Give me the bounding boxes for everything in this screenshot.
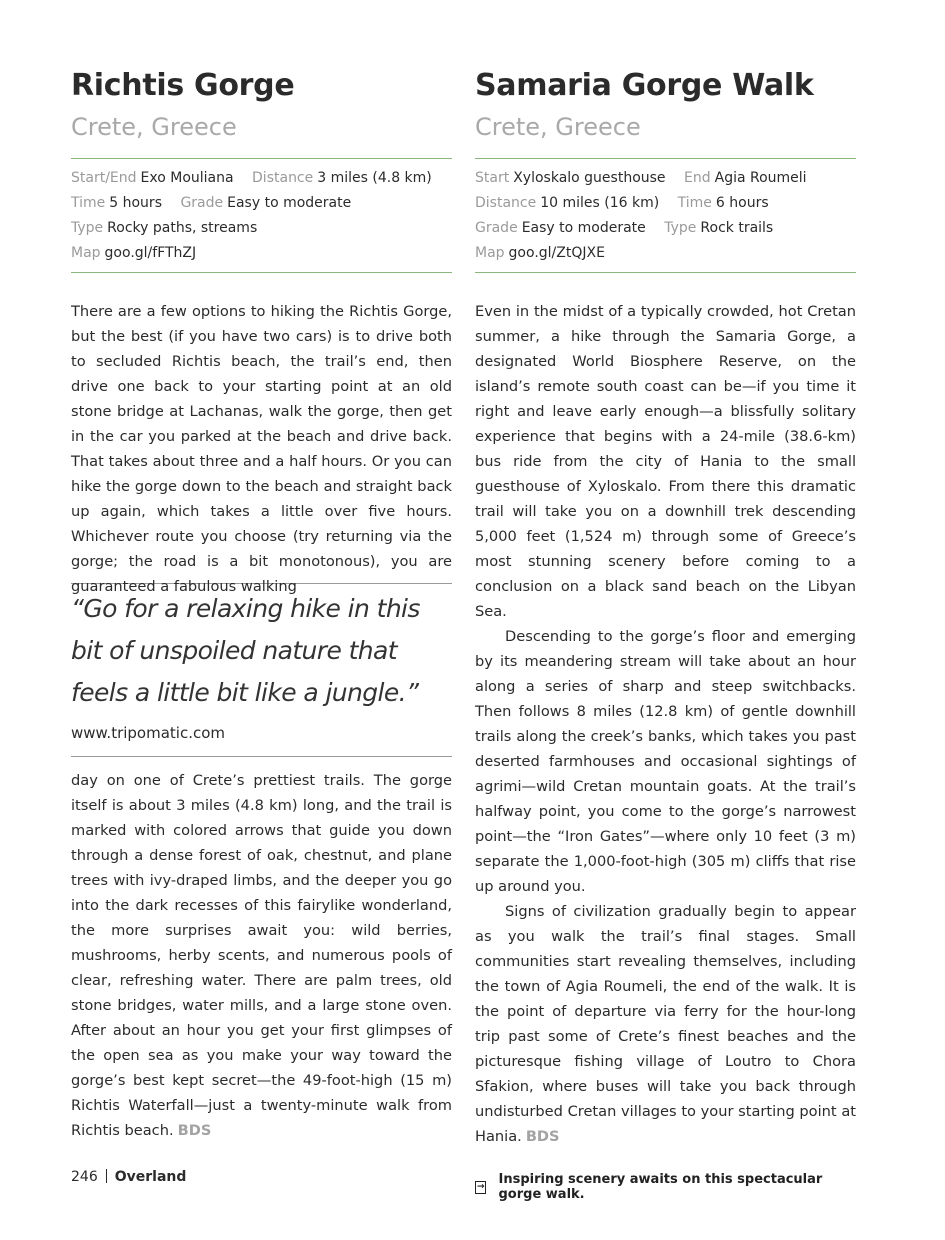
fact-box bbox=[475, 158, 856, 273]
fact-row bbox=[475, 241, 856, 266]
page-number: 246 bbox=[71, 1169, 98, 1185]
type-label: Type bbox=[71, 220, 104, 236]
fact-row bbox=[71, 216, 452, 241]
page-footer bbox=[71, 1167, 186, 1187]
grade-value: Easy to moderate bbox=[227, 195, 352, 211]
map-label: Map bbox=[71, 245, 101, 261]
grade-label: Grade bbox=[475, 220, 518, 236]
map-link[interactable]: goo.gl/ZtQJXE bbox=[508, 245, 605, 261]
photo-caption bbox=[475, 1172, 856, 1202]
caption-text: Inspiring scenery awaits on this spectacular gorge walk. bbox=[498, 1172, 823, 1202]
end-value: Agia Roumeli bbox=[714, 170, 807, 186]
body-paragraph-continued bbox=[71, 768, 452, 1139]
richtis-gorge-article bbox=[71, 66, 452, 1139]
grade-value: Easy to moderate bbox=[521, 220, 646, 236]
type-value: Rocky paths, streams bbox=[107, 220, 258, 236]
grade-label: Grade bbox=[180, 195, 224, 211]
start-value: Xyloskalo guesthouse bbox=[513, 170, 666, 186]
body-text: day on one of Crete’s prettiest trails. The gorge itself is about 3 miles (4.8 km) long, and the trail is marked with colored arrows that guide you down through a dense forest of oak, chestnut, and plane trees with ivy-draped limbs, and the deeper you go into the dark recesses of this fairylike wonderland, the more surprises await you: wild berries, mushrooms, herby scents, and numerous pools of clear, refreshing water. There are palm trees, old stone bridges, water mills, and a large stone oven. After about an hour you get your first glimpses of the open sea as you make your way toward the gorge’s best kept secret—the 49-foot-high (15 m) Richtis Waterfall—just a twenty-minute walk from Richtis beach. bbox=[71, 772, 452, 1139]
body-paragraph-2: Descending to the gorge’s floor and emerging by its meandering stream will take about an hour along a series of sharp and steep switchbacks. Then follows 8 miles (12.8 km) of gentle downhill trails along the creek’s banks, which takes you past deserted farmhouses and occasional sightings of agrimi—wild Cretan mountain goats. At the trail’s halfway point, you come to the gorge’s narrowest point—the “Iron Gates”—where only 10 feet (3 m) separate the 1,000-foot-high (305 m) cliffs that rise up around you. bbox=[475, 628, 856, 895]
fact-row bbox=[475, 191, 856, 216]
article-location: Crete, Greece bbox=[475, 113, 641, 141]
article-title: Samaria Gorge Walk bbox=[475, 68, 814, 103]
body-paragraph: There are a few options to hiking the Richtis Gorge, but the best (if you have two cars) is to drive both to secluded Richtis beach, the trail’s end, then drive one back to your starting point at an old stone bridge at Lachanas, walk the gorge, then get in the car you parked at the beach and drive back. That takes about three and a half hours. Or you can hike the gorge down to the beach and straight back up again, which takes a little over five hours. Whichever route you choose (try returning via the gorge; the road is a bit monotonous), you are guaranteed a fabulous walking bbox=[71, 303, 452, 595]
type-value: Rock trails bbox=[700, 220, 774, 236]
type-label: Type bbox=[664, 220, 697, 236]
samaria-gorge-article bbox=[475, 66, 856, 1202]
author-signature: BDS bbox=[525, 1128, 560, 1145]
distance-value: 10 miles (16 km) bbox=[540, 195, 660, 211]
article-location: Crete, Greece bbox=[71, 113, 237, 141]
time-value: 6 hours bbox=[715, 195, 769, 211]
fact-row bbox=[71, 241, 452, 266]
distance-label: Distance bbox=[252, 170, 314, 186]
footer-divider bbox=[106, 1169, 107, 1183]
quote-text: “Go for a relaxing hike in this bit of unspoiled nature that feels a little bit like a jungle.” bbox=[71, 594, 420, 707]
section-name: Overland bbox=[114, 1169, 187, 1185]
body-text: Signs of civilization gradually begin to appear as you walk the trail’s final stages. Small communities start revealing themselves, including the town of Agia Roumeli, the end of the walk. It is the point of departure via ferry for the hour-long trip past some of Crete’s finest beaches and the picturesque fishing village of Loutro to Chora Sfakion, where buses will take you back through undisturbed Cretan villages to your starting point at Hania. bbox=[475, 903, 856, 1145]
fact-row bbox=[475, 166, 856, 191]
map-label: Map bbox=[475, 245, 505, 261]
fact-row bbox=[71, 191, 452, 216]
article-title: Richtis Gorge bbox=[71, 68, 295, 103]
time-label: Time bbox=[677, 195, 712, 211]
arrow-box-icon: → bbox=[476, 1181, 485, 1192]
author-signature: BDS bbox=[177, 1122, 212, 1139]
article-body bbox=[475, 299, 856, 1149]
distance-value: 3 miles (4.8 km) bbox=[317, 170, 432, 186]
fact-row bbox=[475, 216, 856, 241]
distance-label: Distance bbox=[475, 195, 537, 211]
quote-source: www.tripomatic.com bbox=[71, 724, 226, 742]
body-paragraph-3 bbox=[475, 899, 856, 1149]
time-value: 5 hours bbox=[109, 195, 162, 211]
start-end-label: Start/End bbox=[71, 170, 137, 186]
end-label: End bbox=[684, 170, 711, 186]
fact-box bbox=[71, 158, 452, 273]
map-link[interactable]: goo.gl/fFThZJ bbox=[104, 245, 197, 261]
start-label: Start bbox=[475, 170, 510, 186]
pull-quote bbox=[71, 583, 452, 757]
time-label: Time bbox=[71, 195, 106, 211]
body-paragraph-1: Even in the midst of a typically crowded, hot Cretan summer, a hike through the Samaria Gorge, a designated World Biosphere Reserve, on the island’s remote south coast can be—if you time it right and leave early enough—a blissfully solitary experience that begins with a 24-mile (38.6-km) bus ride from the city of Hania to the small guesthouse of Xyloskalo. From there this dramatic trail will take you on a downhill trek descending 5,000 feet (1,524 m) through some of Greece’s most stunning scenery before coming to a conclusion on a black sand beach on the Libyan Sea. bbox=[475, 303, 856, 620]
fact-row bbox=[71, 166, 452, 191]
start-end-value: Exo Mouliana bbox=[140, 170, 234, 186]
